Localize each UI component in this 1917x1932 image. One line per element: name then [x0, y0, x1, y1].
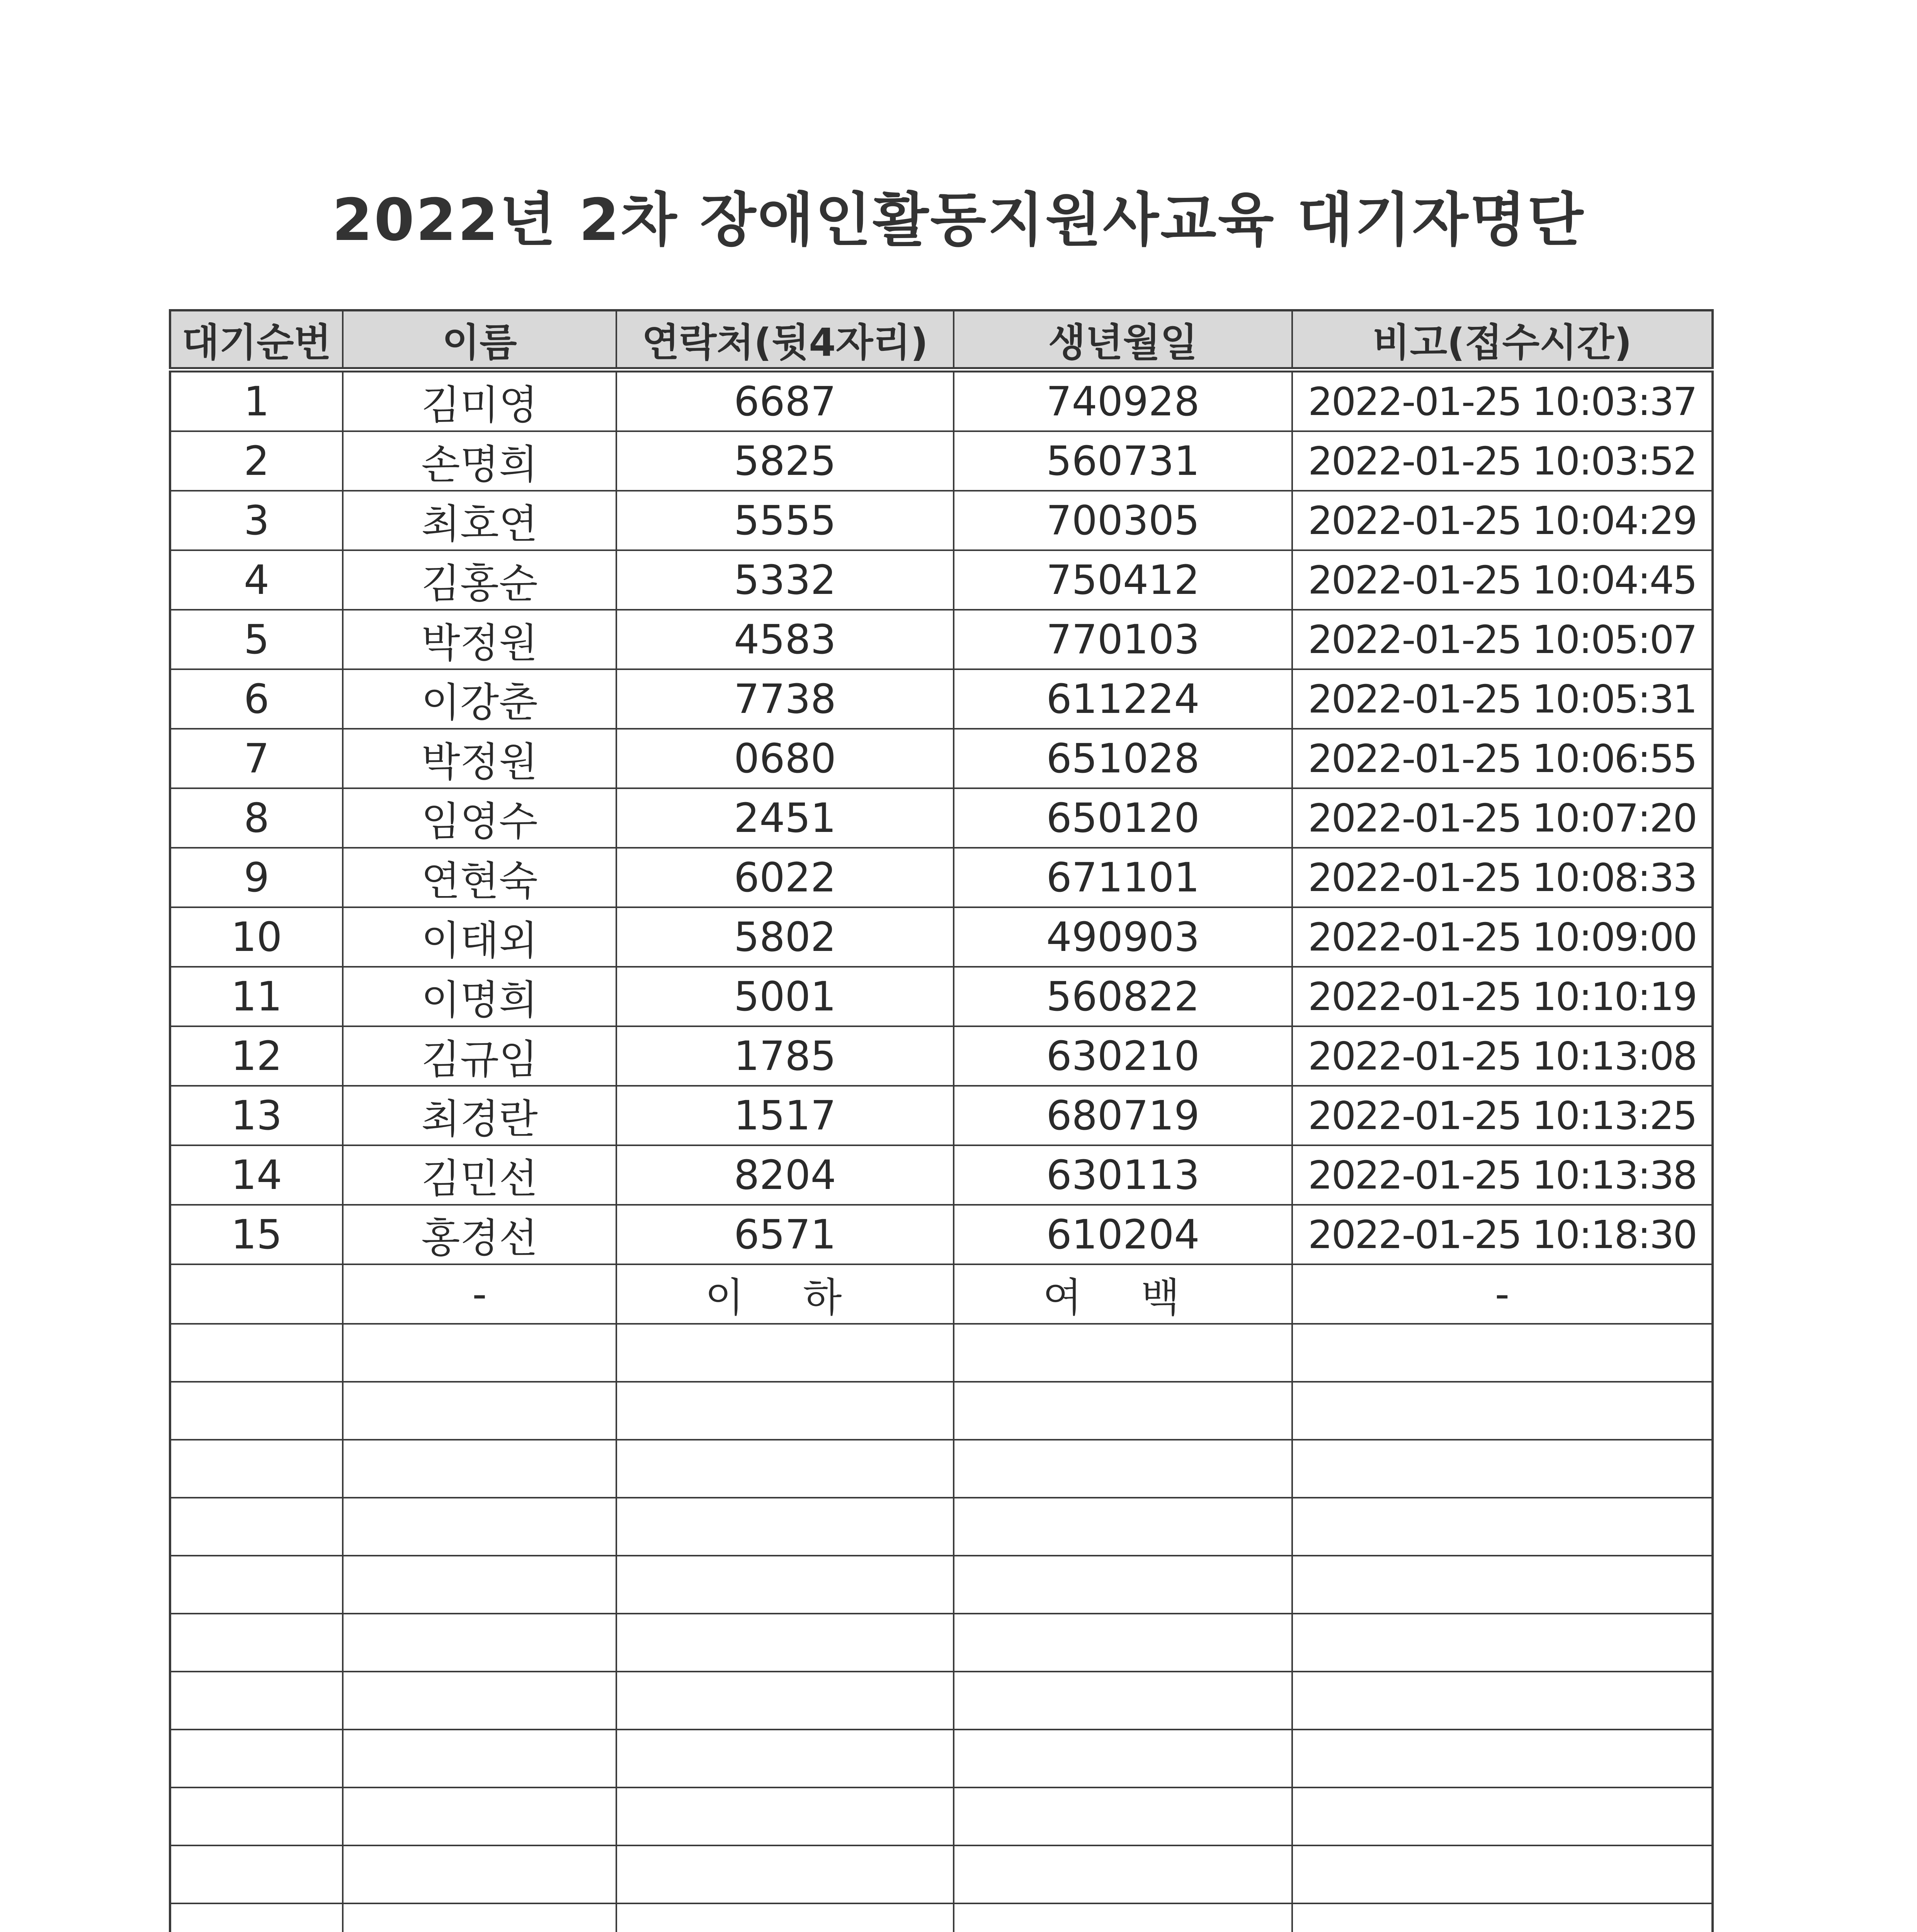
order-cell: 5	[170, 610, 343, 669]
table-body	[170, 370, 1713, 1932]
order-cell: 8	[170, 788, 343, 848]
table-row	[170, 550, 1713, 610]
note-cell: 2022-01-25 10:07:20	[1292, 788, 1713, 848]
table-row	[170, 370, 1713, 431]
empty-cell	[1292, 1556, 1713, 1614]
empty-cell	[954, 1440, 1292, 1498]
empty-cell	[170, 1614, 343, 1672]
name-cell: 이강춘	[343, 669, 616, 729]
note-cell: 2022-01-25 10:05:07	[1292, 610, 1713, 669]
birthdate-cell: 680719	[954, 1086, 1292, 1145]
empty-cell	[616, 1614, 954, 1672]
name-cell: 박정원	[343, 729, 616, 788]
empty-cell	[1292, 1903, 1713, 1932]
empty-cell	[170, 1845, 343, 1903]
table-row	[170, 967, 1713, 1026]
empty-cell	[343, 1382, 616, 1440]
table-row	[170, 669, 1713, 729]
empty-cell	[616, 1556, 954, 1614]
name-cell: 연현숙	[343, 848, 616, 907]
name-cell: 김미영	[343, 370, 616, 431]
empty-cell	[954, 1730, 1292, 1787]
name-cell: 이태외	[343, 907, 616, 967]
empty-cell	[1292, 1672, 1713, 1730]
phone-cell: 1517	[616, 1086, 954, 1145]
empty-cell	[170, 1498, 343, 1556]
phone-cell: 6687	[616, 370, 954, 431]
empty-cell	[1292, 1730, 1713, 1787]
birthdate-cell: 700305	[954, 491, 1292, 550]
order-cell: 1	[170, 370, 343, 431]
empty-cell	[1292, 1382, 1713, 1440]
note-cell: 2022-01-25 10:10:19	[1292, 967, 1713, 1026]
empty-cell	[343, 1787, 616, 1845]
birthdate-cell: 740928	[954, 370, 1292, 431]
birthdate-cell: 560822	[954, 967, 1292, 1026]
empty-cell	[343, 1498, 616, 1556]
birthdate-cell: 630113	[954, 1145, 1292, 1205]
empty-cell	[616, 1498, 954, 1556]
order-cell: 11	[170, 967, 343, 1026]
phone-cell: 5001	[616, 967, 954, 1026]
empty-cell	[1292, 1440, 1713, 1498]
empty-row	[170, 1614, 1713, 1672]
empty-row	[170, 1440, 1713, 1498]
empty-cell	[170, 1903, 343, 1932]
empty-row	[170, 1672, 1713, 1730]
empty-cell	[343, 1556, 616, 1614]
phone-cell: 0680	[616, 729, 954, 788]
birthdate-cell: 750412	[954, 550, 1292, 610]
empty-row	[170, 1787, 1713, 1845]
closing-cell: -	[343, 1264, 616, 1324]
table-row	[170, 431, 1713, 491]
order-cell: 13	[170, 1086, 343, 1145]
birthdate-cell: 770103	[954, 610, 1292, 669]
empty-cell	[954, 1556, 1292, 1614]
name-cell: 박정원	[343, 610, 616, 669]
birthdate-cell: 651028	[954, 729, 1292, 788]
phone-cell: 6022	[616, 848, 954, 907]
empty-cell	[1292, 1614, 1713, 1672]
phone-cell: 7738	[616, 669, 954, 729]
note-cell: 2022-01-25 10:05:31	[1292, 669, 1713, 729]
empty-row	[170, 1382, 1713, 1440]
name-cell: 김민선	[343, 1145, 616, 1205]
phone-cell: 5555	[616, 491, 954, 550]
name-cell: 최호연	[343, 491, 616, 550]
name-cell: 홍경선	[343, 1205, 616, 1264]
empty-cell	[170, 1556, 343, 1614]
note-cell: 2022-01-25 10:18:30	[1292, 1205, 1713, 1264]
closing-cell: 여 백	[954, 1264, 1292, 1324]
empty-cell	[343, 1845, 616, 1903]
name-cell: 최경란	[343, 1086, 616, 1145]
note-cell: 2022-01-25 10:09:00	[1292, 907, 1713, 967]
order-cell: 7	[170, 729, 343, 788]
birthdate-cell: 490903	[954, 907, 1292, 967]
empty-cell	[616, 1730, 954, 1787]
empty-cell	[170, 1440, 343, 1498]
empty-cell	[1292, 1498, 1713, 1556]
phone-cell: 5332	[616, 550, 954, 610]
table-row	[170, 610, 1713, 669]
phone-cell: 2451	[616, 788, 954, 848]
note-cell: 2022-01-25 10:03:37	[1292, 370, 1713, 431]
empty-cell	[954, 1614, 1292, 1672]
empty-cell	[1292, 1324, 1713, 1382]
table-row	[170, 1145, 1713, 1205]
name-cell: 이명희	[343, 967, 616, 1026]
empty-row	[170, 1498, 1713, 1556]
table-row	[170, 1086, 1713, 1145]
phone-cell: 5825	[616, 431, 954, 491]
phone-cell: 8204	[616, 1145, 954, 1205]
birthdate-cell: 671101	[954, 848, 1292, 907]
table-row	[170, 788, 1713, 848]
table-row	[170, 1205, 1713, 1264]
page-title: 2022년 2차 장애인활동지원사교육 대기자명단	[332, 187, 1585, 254]
name-cell: 임영수	[343, 788, 616, 848]
table-header-row	[170, 310, 1713, 370]
empty-cell	[343, 1440, 616, 1498]
empty-cell	[616, 1440, 954, 1498]
table-row	[170, 1026, 1713, 1086]
empty-cell	[170, 1787, 343, 1845]
empty-cell	[343, 1672, 616, 1730]
empty-cell	[954, 1672, 1292, 1730]
empty-cell	[616, 1787, 954, 1845]
empty-cell	[343, 1614, 616, 1672]
name-cell: 김규임	[343, 1026, 616, 1086]
empty-cell	[616, 1672, 954, 1730]
table-row	[170, 848, 1713, 907]
note-cell: 2022-01-25 10:04:45	[1292, 550, 1713, 610]
note-cell: 2022-01-25 10:13:25	[1292, 1086, 1713, 1145]
empty-row	[170, 1845, 1713, 1903]
order-cell: 12	[170, 1026, 343, 1086]
column-header-note: 비고(접수시간)	[1292, 310, 1713, 370]
note-cell: 2022-01-25 10:03:52	[1292, 431, 1713, 491]
empty-cell	[954, 1903, 1292, 1932]
name-cell: 김홍순	[343, 550, 616, 610]
birthdate-cell: 650120	[954, 788, 1292, 848]
empty-cell	[1292, 1845, 1713, 1903]
order-cell: 3	[170, 491, 343, 550]
empty-row	[170, 1903, 1713, 1932]
birthdate-cell: 560731	[954, 431, 1292, 491]
empty-row	[170, 1730, 1713, 1787]
empty-cell	[954, 1787, 1292, 1845]
birthdate-cell: 610204	[954, 1205, 1292, 1264]
birthdate-cell: 630210	[954, 1026, 1292, 1086]
note-cell: 2022-01-25 10:08:33	[1292, 848, 1713, 907]
empty-cell	[954, 1324, 1292, 1382]
closing-cell: -	[1292, 1264, 1713, 1324]
table-row	[170, 729, 1713, 788]
note-cell: 2022-01-25 10:04:29	[1292, 491, 1713, 550]
order-cell: 2	[170, 431, 343, 491]
empty-cell	[343, 1324, 616, 1382]
table-row	[170, 491, 1713, 550]
empty-cell	[170, 1672, 343, 1730]
waitlist-table	[169, 309, 1714, 1932]
column-header-birthdate: 생년월일	[954, 310, 1292, 370]
column-header-name: 이름	[343, 310, 616, 370]
empty-cell	[343, 1730, 616, 1787]
empty-row	[170, 1556, 1713, 1614]
phone-cell: 1785	[616, 1026, 954, 1086]
empty-row	[170, 1324, 1713, 1382]
note-cell: 2022-01-25 10:13:38	[1292, 1145, 1713, 1205]
empty-cell	[1292, 1787, 1713, 1845]
empty-cell	[170, 1324, 343, 1382]
empty-cell	[954, 1845, 1292, 1903]
empty-cell	[616, 1903, 954, 1932]
empty-cell	[954, 1498, 1292, 1556]
empty-cell	[170, 1730, 343, 1787]
note-cell: 2022-01-25 10:13:08	[1292, 1026, 1713, 1086]
phone-cell: 6571	[616, 1205, 954, 1264]
column-header-phone: 연락처(뒷4자리)	[616, 310, 954, 370]
closing-cell	[170, 1264, 343, 1324]
order-cell: 4	[170, 550, 343, 610]
empty-cell	[616, 1845, 954, 1903]
empty-cell	[170, 1382, 343, 1440]
table-row	[170, 907, 1713, 967]
phone-cell: 4583	[616, 610, 954, 669]
phone-cell: 5802	[616, 907, 954, 967]
order-cell: 6	[170, 669, 343, 729]
name-cell: 손명희	[343, 431, 616, 491]
order-cell: 15	[170, 1205, 343, 1264]
empty-cell	[954, 1382, 1292, 1440]
empty-cell	[616, 1324, 954, 1382]
closing-row	[170, 1264, 1713, 1324]
order-cell: 9	[170, 848, 343, 907]
note-cell: 2022-01-25 10:06:55	[1292, 729, 1713, 788]
empty-cell	[616, 1382, 954, 1440]
order-cell: 14	[170, 1145, 343, 1205]
birthdate-cell: 611224	[954, 669, 1292, 729]
empty-cell	[343, 1903, 616, 1932]
closing-cell: 이 하	[616, 1264, 954, 1324]
order-cell: 10	[170, 907, 343, 967]
column-header-order: 대기순번	[170, 310, 343, 370]
